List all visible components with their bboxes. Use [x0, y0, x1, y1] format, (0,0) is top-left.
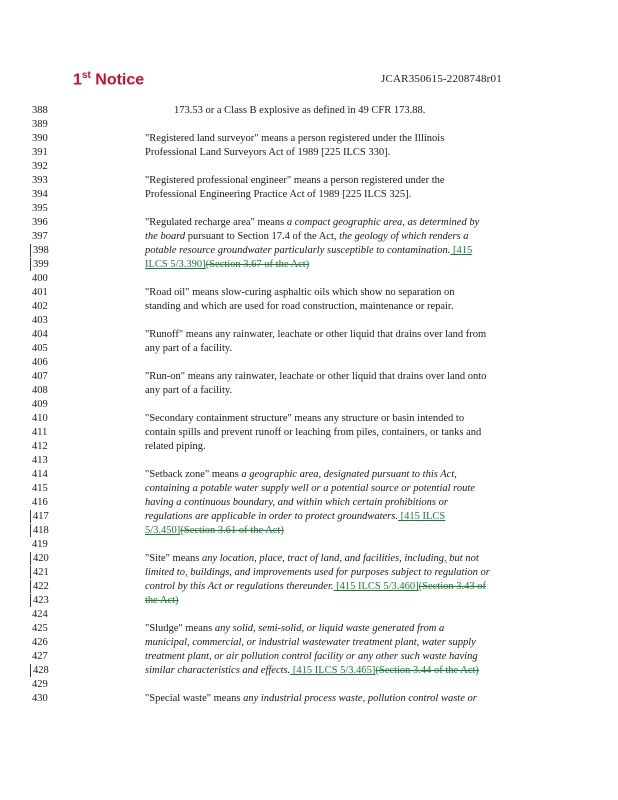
- inserted-comma: ,: [444, 553, 447, 564]
- text-line: related piping.: [145, 441, 206, 452]
- text-line: "Run-on" means any rainwater, leachate or other liquid that drains over land onto: [145, 371, 487, 382]
- line-number: 403: [32, 315, 48, 326]
- text-line: "Registered land surveyor" means a person registered under the Illinois: [145, 133, 445, 144]
- inserted-citation: 5/3.450]: [145, 525, 181, 536]
- line-number: 424: [32, 609, 48, 620]
- statutory-italic: a compact geographic area, as determined by: [286, 217, 480, 228]
- statutory-italic: regulations are applicable in order to protect groundwaters.: [145, 511, 398, 522]
- statutory-italic: control by this Act or regulations thereunder.: [145, 581, 334, 592]
- text-run: pursuant to Section 17.4 of the Act,: [185, 231, 340, 242]
- line-number: 388: [32, 105, 48, 116]
- line-number: 394: [32, 189, 48, 200]
- line-number: 406: [32, 357, 48, 368]
- line-number: 429: [32, 679, 48, 690]
- statutory-italic: any industrial process waste, pollution control waste or: [243, 693, 477, 704]
- statutory-italic: limited to: [145, 567, 185, 578]
- line-number: 418: [30, 524, 59, 537]
- text-line: [145, 216, 479, 229]
- inserted-citation: [415 ILCS 5/3.465]: [290, 665, 376, 676]
- notice-number: 1: [73, 71, 82, 89]
- text-line: [145, 580, 486, 593]
- line-number: 395: [32, 203, 48, 214]
- text-line: "Runoff" means any rainwater, leachate or other liquid that drains over land from: [145, 329, 487, 340]
- line-number: 428: [30, 664, 59, 677]
- text-run: "Setback zone" means: [145, 469, 242, 480]
- line-number: 411: [32, 427, 48, 438]
- notice-ordinal: st: [81, 70, 91, 81]
- deleted-citation: (Section 3.61 of the Act): [180, 525, 284, 536]
- text-line: [145, 622, 444, 635]
- line-number: 389: [32, 119, 48, 130]
- line-number: 425: [32, 623, 48, 634]
- text-line: [145, 468, 457, 481]
- text-line: Professional Land Surveyors Act of 1989 [225 ILCS 330].: [145, 147, 391, 158]
- inserted-citation: [415 ILCS: [397, 511, 446, 522]
- text-run: "Sludge" means: [145, 623, 215, 634]
- line-number: 397: [32, 231, 48, 242]
- line-number: 412: [32, 441, 48, 452]
- notice-heading: [73, 70, 144, 89]
- line-number: 423: [30, 594, 59, 607]
- text-line: treatment plant, or air pollution control facility or any other such waste having: [145, 651, 478, 662]
- line-number: 408: [32, 385, 48, 396]
- line-number: 402: [32, 301, 48, 312]
- statutory-italic: buildings, and improvements used for purposes subject to regulation or: [187, 567, 490, 578]
- line-number: 422: [30, 580, 59, 593]
- inserted-citation: ILCS 5/3.390]: [145, 259, 206, 270]
- text-run: "Special waste" means: [145, 693, 244, 704]
- line-number: 416: [32, 497, 48, 508]
- text-run: "Regulated recharge area" means: [145, 217, 287, 228]
- line-number: 400: [32, 273, 48, 284]
- deleted-citation: the Act): [145, 595, 179, 606]
- text-line: "Secondary containment structure" means any structure or basin intended to: [145, 413, 465, 424]
- deleted-citation: (Section 3.43 of: [418, 581, 487, 592]
- line-number: 399: [30, 258, 59, 271]
- text-line: standing and which are used for road construction, maintenance or repair.: [145, 301, 454, 312]
- statutory-italic: the geology of which renders a: [339, 231, 469, 242]
- text-line: [145, 664, 479, 677]
- text-run: "Site" means: [145, 553, 202, 564]
- line-number: 401: [32, 287, 48, 298]
- line-number: 413: [32, 455, 48, 466]
- text-line: [145, 566, 490, 579]
- statutory-italic: any solid, semi-solid, or liquid waste generated from a: [214, 623, 445, 634]
- inserted-citation: [415: [450, 245, 473, 256]
- line-number: 417: [30, 510, 59, 523]
- line-number: 405: [32, 343, 48, 354]
- statutory-italic: similar characteristics and effects.: [145, 665, 291, 676]
- statutory-italic: but not: [446, 553, 479, 564]
- line-number: 409: [32, 399, 48, 410]
- statutory-italic: the board: [145, 231, 186, 242]
- text-line: having a continuous boundary, and within which certain prohibitions or: [145, 497, 448, 508]
- line-number: 430: [32, 693, 48, 704]
- text-line: any part of a facility.: [145, 385, 233, 396]
- text-line: "Road oil" means slow-curing asphaltic oils which show no separation on: [145, 287, 455, 298]
- statutory-italic: a geographic area, designated pursuant to this Act,: [241, 469, 457, 480]
- line-number: 421: [30, 566, 59, 579]
- text-line: [145, 230, 469, 243]
- statutory-italic: any location, place, tract of land, and facilities, including: [201, 553, 445, 564]
- line-number: 415: [32, 483, 48, 494]
- text-line: [145, 552, 479, 565]
- document-id: JCAR350615-2208748r01: [381, 73, 502, 85]
- line-number: 392: [32, 161, 48, 172]
- text-line: [145, 594, 179, 607]
- text-line: [145, 510, 445, 523]
- text-line: 173.53 or a Class B explosive as defined in 49 CFR 173.88.: [174, 105, 426, 116]
- inserted-citation: [415 ILCS 5/3.460]: [333, 581, 419, 592]
- text-line: [145, 258, 309, 271]
- line-number: 398: [30, 244, 59, 257]
- line-number: 393: [32, 175, 48, 186]
- line-number: 414: [32, 469, 48, 480]
- line-number: 407: [32, 371, 48, 382]
- text-line: any part of a facility.: [145, 343, 233, 354]
- text-line: "Registered professional engineer" means a person registered under the: [145, 175, 445, 186]
- text-line: [145, 524, 284, 537]
- text-line: municipal, commercial, or industrial wastewater treatment plant, water supply: [145, 637, 476, 648]
- line-number: 390: [32, 133, 48, 144]
- line-number: 396: [32, 217, 48, 228]
- text-line: [145, 692, 477, 705]
- deleted-citation: (Section 3.44 of the Act): [375, 665, 479, 676]
- line-number: 420: [30, 552, 59, 565]
- notice-word: Notice: [95, 71, 145, 89]
- text-line: containing a potable water supply well or a potential source or potential route: [145, 483, 475, 494]
- text-line: [145, 244, 472, 257]
- text-line: contain spills and prevent runoff or leaching from piles, containers, or tanks and: [145, 427, 482, 438]
- statutory-italic: potable resource groundwater particularly susceptible to contamination.: [145, 245, 451, 256]
- line-number: 404: [32, 329, 48, 340]
- text-line: Professional Engineering Practice Act of 1989 [225 ILCS 325].: [145, 189, 412, 200]
- inserted-comma: ,: [184, 567, 188, 578]
- line-number: 391: [32, 147, 48, 158]
- line-number: 427: [32, 651, 48, 662]
- line-number: 419: [32, 539, 48, 550]
- deleted-citation: (Section 3.67 of the Act): [205, 259, 310, 270]
- line-number: 426: [32, 637, 48, 648]
- line-number: 410: [32, 413, 48, 424]
